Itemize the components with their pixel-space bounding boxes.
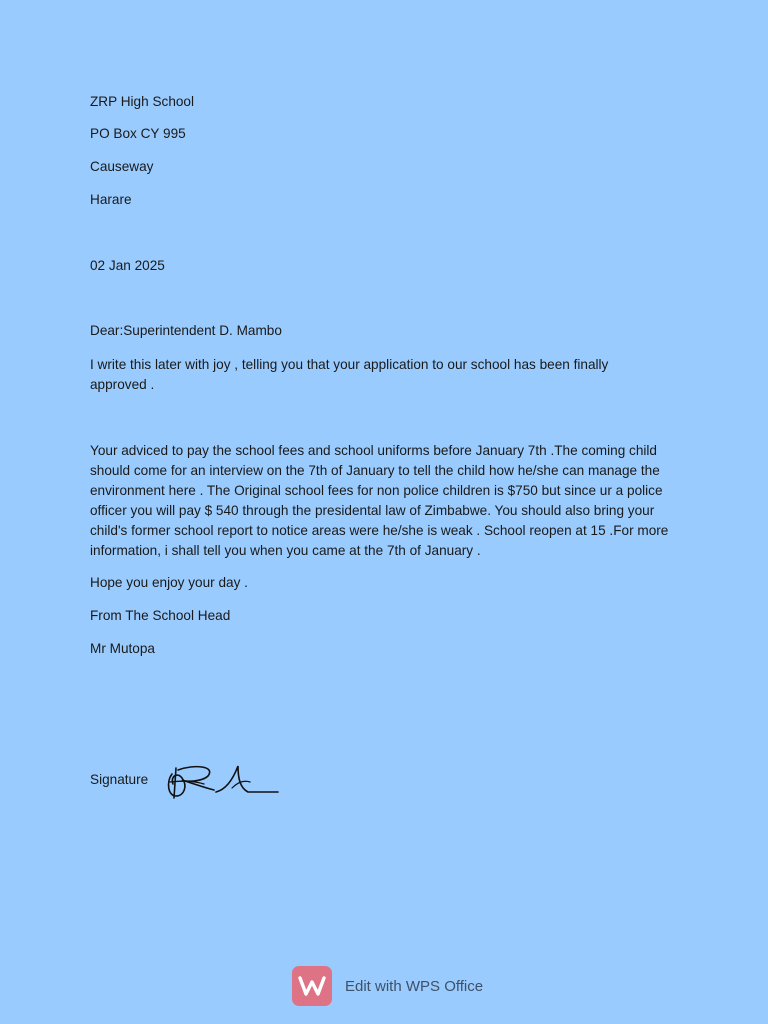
- from-line: From The School Head: [90, 608, 231, 623]
- body-line: child's former school report to notice areas were he/she is weak . School reopen at 15 .For more: [90, 523, 669, 538]
- address-line-po-box: PO Box CY 995: [90, 126, 186, 141]
- signature-block: [90, 760, 310, 804]
- closing-line: Hope you enjoy your day .: [90, 575, 248, 590]
- address-line-school: ZRP High School: [90, 94, 195, 109]
- sender-name: Mr Mutopa: [90, 641, 155, 656]
- wps-office-logo-icon: [292, 966, 332, 1006]
- letter-date: 02 Jan 2025: [90, 258, 165, 273]
- intro-line: I write this later with joy , telling you that your application to our school has been finally: [90, 357, 609, 372]
- body-line: Your adviced to pay the school fees and school uniforms before January 7th .The coming child: [90, 443, 657, 458]
- address-line-suburb: Causeway: [90, 159, 154, 174]
- wps-edit-badge[interactable]: [292, 965, 483, 1007]
- body-line: should come for an interview on the 7th of January to tell the child how he/she can manage the: [90, 463, 660, 478]
- salutation: Dear:Superintendent D. Mambo: [90, 323, 282, 338]
- address-line-city: Harare: [90, 192, 132, 207]
- body-line: officer you will pay $ 540 through the presidental law of Zimbabwe. You should also bring your: [90, 503, 655, 518]
- body-line: information, i shall tell you when you came at the 7th of January .: [90, 543, 481, 558]
- handwritten-signature: [164, 760, 284, 804]
- wps-edit-label[interactable]: Edit with WPS Office: [345, 977, 484, 995]
- body-paragraph: [90, 441, 690, 561]
- signature-label: Signature: [90, 772, 149, 787]
- intro-paragraph: [90, 355, 690, 395]
- body-line: environment here . The Original school fees for non police children is $750 but since ur a police: [90, 483, 663, 498]
- intro-line: approved .: [90, 377, 155, 392]
